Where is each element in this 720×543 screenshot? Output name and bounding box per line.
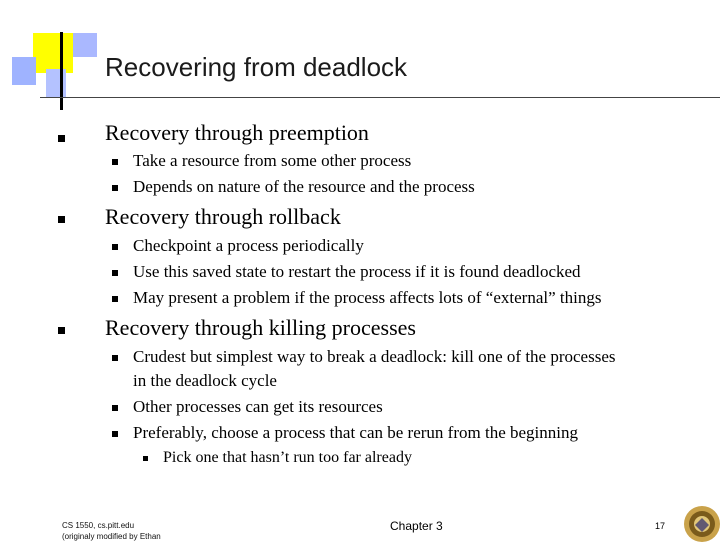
bullet-marker: [143, 456, 148, 461]
bullet-marker: [112, 296, 118, 302]
slide-title: Recovering from deadlock: [105, 52, 408, 82]
footer-course-line: (originaly modified by Ethan: [62, 532, 161, 541]
bullet-marker: [112, 185, 118, 191]
university-seal-icon: [683, 505, 720, 543]
bullet-marker: [58, 216, 65, 223]
footer-course-line: CS 1550, cs.pitt.edu: [62, 521, 135, 530]
bullet-text: Recovery through rollback: [105, 204, 341, 229]
sub-bullet-text: Preferably, choose a process that can be rerun from the beginning: [133, 423, 578, 442]
sub-bullet-text: Other processes can get its resources: [133, 397, 383, 416]
bullet-text: Recovery through killing processes: [105, 315, 416, 340]
sub-bullet-text: Use this saved state to restart the process if it is found deadlocked: [133, 262, 581, 281]
bullet-marker: [112, 270, 118, 276]
sub-bullet-text: Crudest but simplest way to break a deadlock: kill one of the processes: [133, 347, 616, 366]
bullet-text: Recovery through preemption: [105, 120, 369, 145]
bullet-marker: [112, 431, 118, 437]
sub-sub-bullet-text: Pick one that hasn’t run too far already: [163, 449, 412, 466]
deco-blue-square: [12, 57, 36, 85]
deco-yellow-square: [33, 33, 73, 73]
sub-bullet-text: Depends on nature of the resource and the process: [133, 177, 475, 196]
sub-bullet-text: Checkpoint a process periodically: [133, 236, 364, 255]
deco-blue-square: [73, 33, 97, 57]
sub-bullet-text: Take a resource from some other process: [133, 151, 412, 170]
sub-bullet-text-continued: in the deadlock cycle: [133, 371, 277, 390]
sub-bullet-text: May present a problem if the process affects lots of “external” things: [133, 288, 602, 307]
footer-chapter: Chapter 3: [390, 519, 443, 533]
bullet-marker: [112, 159, 118, 165]
bullet-marker: [58, 135, 65, 142]
bullet-marker: [112, 355, 118, 361]
deco-vertical-line: [60, 32, 63, 110]
title-divider: [40, 97, 720, 98]
page-number: 17: [655, 521, 666, 531]
deco-blue-square: [46, 69, 66, 97]
footer-course: [62, 520, 161, 542]
bullet-marker: [58, 327, 65, 334]
bullet-marker: [112, 405, 118, 411]
bullet-marker: [112, 244, 118, 250]
